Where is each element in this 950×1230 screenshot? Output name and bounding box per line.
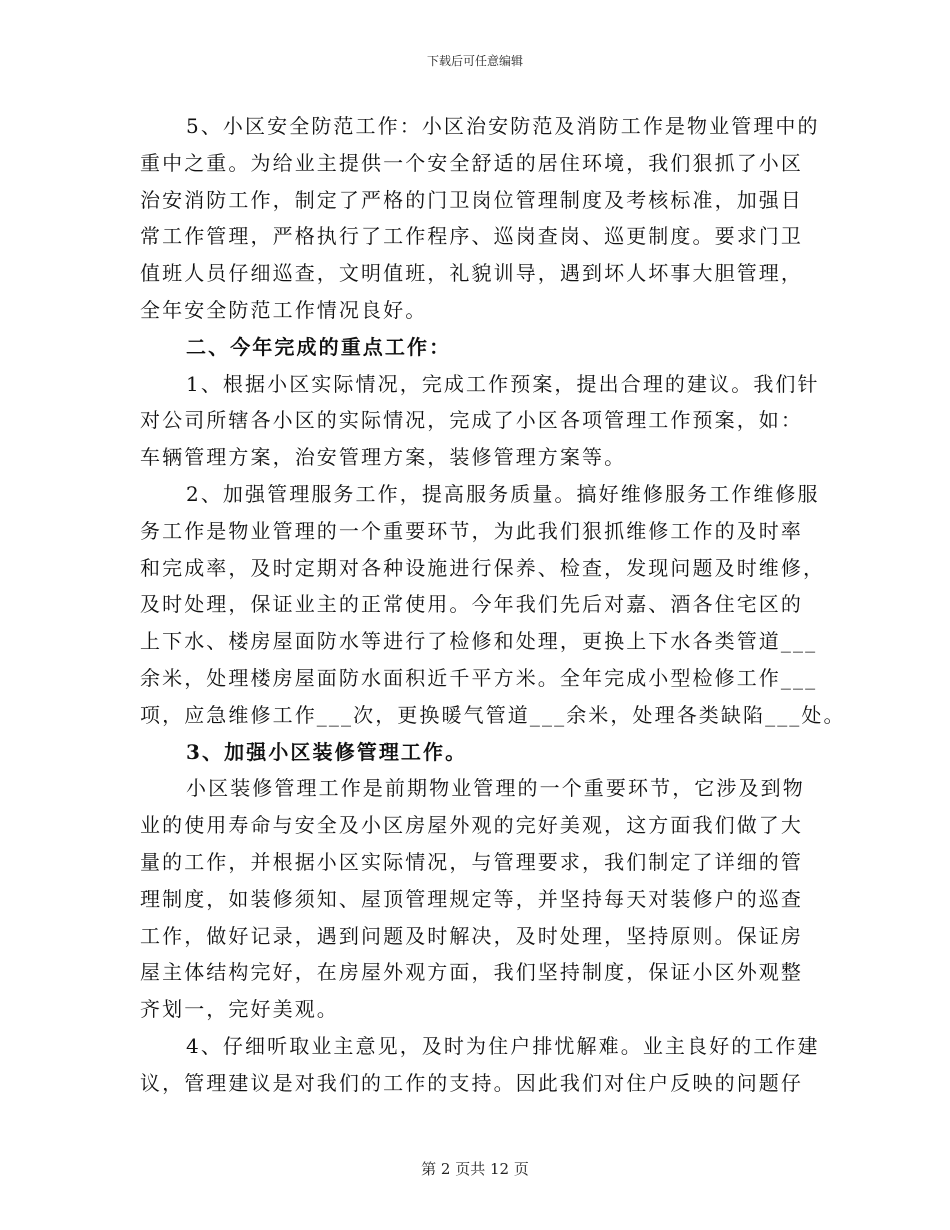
text-line: 上下水、楼房屋面防水等进行了检修和处理，更换上下水各类管道___ — [140, 629, 818, 654]
text-line: 屋主体结构完好，在房屋外观方面，我们坚持制度，保证小区外观整 — [140, 960, 803, 985]
text-line: 全年安全防范工作情况良好。 — [140, 297, 428, 322]
text-line: 值班人员仔细巡查，文明值班，礼貌训导，遇到坏人坏事大胆管理， — [140, 261, 803, 286]
text-line: 余米，处理楼房屋面防水面积近千平方米。全年完成小型检修工作___ — [140, 665, 818, 690]
text-line: 议，管理建议是对我们的工作的支持。因此我们对住户反映的问题仔 — [140, 1070, 803, 1095]
text-line: 治安消防工作，制定了严格的门卫岗位管理制度及考核标准，加强日 — [140, 187, 803, 212]
text-line: 4、仔细听取业主意见，及时为住户排忧解难。业主良好的工作建 — [186, 1033, 820, 1058]
text-line: 业的使用寿命与安全及小区房屋外观的完好美观，这方面我们做了大 — [140, 813, 803, 838]
text-line: 重中之重。为给业主提供一个安全舒适的居住环境，我们狠抓了小区 — [140, 150, 803, 175]
text-line: 项，应急维修工作___次，更换暖气管道___余米，处理各类缺陷___处。 — [140, 702, 846, 727]
text-line: 理制度，如装修须知、屋顶管理规定等，并坚持每天对装修户的巡查 — [140, 886, 803, 911]
text-line: 常工作管理，严格执行了工作程序、巡岗查岗、巡更制度。要求门卫 — [140, 224, 803, 249]
section-heading: 二、今年完成的重点工作： — [186, 334, 452, 359]
text-line: 5、小区安全防范工作：小区治安防范及消防工作是物业管理中的 — [186, 114, 820, 138]
text-line: 车辆管理方案，治安管理方案，装修管理方案等。 — [140, 445, 627, 470]
section-heading: 3、加强小区装修管理工作。 — [186, 739, 468, 764]
document-body — [140, 108, 846, 1102]
text-line: 及时处理，保证业主的正常使用。今年我们先后对嘉、酒各住宅区的 — [140, 592, 803, 617]
text-line: 小区装修管理工作是前期物业管理的一个重要环节，它涉及到物 — [186, 776, 805, 801]
page-footer: 第 2 页共 12 页 — [421, 1160, 529, 1178]
text-line: 量的工作，并根据小区实际情况，与管理要求，我们制定了详细的管 — [140, 849, 803, 874]
text-line: 务工作是物业管理的一个重要环节，为此我们狠抓维修工作的及时率 — [140, 518, 803, 543]
text-line: 对公司所辖各小区的实际情况，完成了小区各项管理工作预案，如： — [140, 408, 803, 433]
text-line: 1、根据小区实际情况，完成工作预案，提出合理的建议。我们针 — [186, 371, 820, 396]
text-line: 工作，做好记录，遇到问题及时解决，及时处理，坚持原则。保证房 — [140, 923, 803, 948]
text-line: 和完成率，及时定期对各种设施进行保养、检查，发现问题及时维修， — [140, 555, 826, 580]
page-header: 下载后可任意编辑 — [426, 54, 523, 68]
text-line: 2、加强管理服务工作，提高服务质量。搞好维修服务工作维修服 — [186, 481, 820, 506]
text-line: 齐划一，完好美观。 — [140, 997, 339, 1022]
